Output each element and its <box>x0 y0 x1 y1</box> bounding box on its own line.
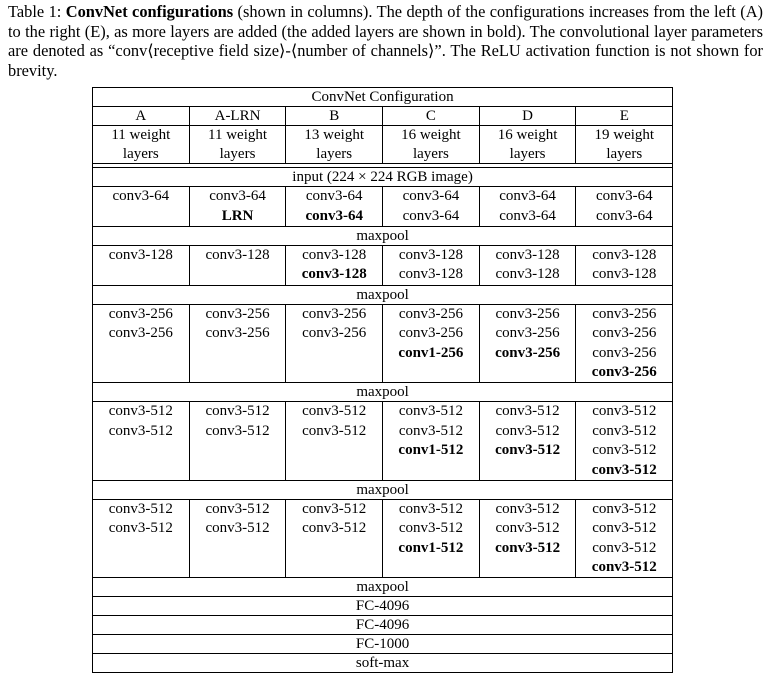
layer-entry: conv3-512 <box>592 442 657 459</box>
layer-entry: conv3-256 <box>108 305 173 322</box>
layer-entry: conv3-512 <box>302 403 367 420</box>
maxpool-layer: maxpool <box>93 383 673 402</box>
column-name: E <box>576 107 673 126</box>
depth-unit: layers <box>219 145 256 162</box>
depth-count: 11 weight <box>208 127 268 144</box>
layer-cell <box>189 304 286 383</box>
table-body <box>93 88 673 673</box>
layer-cell <box>383 187 480 227</box>
column-depth <box>189 126 286 164</box>
layer-cell <box>383 304 480 383</box>
tail-layer: soft-max <box>93 654 673 673</box>
layer-cell <box>576 304 673 383</box>
layer-entry: conv3-128 <box>108 247 173 263</box>
maxpool-row <box>93 285 673 304</box>
layer-entry: conv3-512 <box>205 422 270 439</box>
column-name-row <box>93 107 673 126</box>
layer-cell <box>286 402 383 481</box>
layer-entry: conv3-512 <box>495 403 560 420</box>
layer-entry: conv1-512 <box>398 539 464 556</box>
column-depth <box>479 126 576 164</box>
column-name: D <box>479 107 576 126</box>
layer-entry: conv3-512 <box>592 422 657 439</box>
layer-cell <box>286 304 383 383</box>
layer-entry: conv3-512 <box>108 403 173 420</box>
layer-entry: conv3-512 <box>398 500 463 517</box>
layer-entry: conv3-256 <box>495 344 561 361</box>
caption-text: (shown in columns). The depth of the configurations increases from the left (A) to the right (E), as more layers are added (the added layers are shown in bold). The convolutional layer parameters are denoted as “conv⟨receptive field size⟩-⟨number of channels⟩”. The ReLU activation function is not shown for brevity. <box>8 2 763 80</box>
maxpool-layer: maxpool <box>93 285 673 304</box>
column-depth-row <box>93 126 673 164</box>
layer-entry: conv3-64 <box>305 207 363 224</box>
layer-cell <box>93 402 190 481</box>
layer-cell <box>93 304 190 383</box>
layer-cell <box>93 246 190 286</box>
layer-entry: conv3-64 <box>499 207 556 224</box>
layer-entry: conv3-256 <box>592 325 657 342</box>
layer-cell <box>93 499 190 578</box>
layer-cell <box>189 246 286 286</box>
layer-cell <box>479 304 576 383</box>
layer-entry: conv3-256 <box>495 305 560 322</box>
layer-cell <box>576 246 673 286</box>
table-header: ConvNet Configuration <box>93 88 673 107</box>
header-row <box>93 88 673 107</box>
layer-entry: conv3-64 <box>402 207 460 224</box>
layer-entry: conv3-512 <box>205 403 270 420</box>
layer-cell <box>383 402 480 481</box>
layer-entry: conv3-64 <box>112 188 170 205</box>
depth-unit: layers <box>316 145 353 162</box>
conv-block-row <box>93 304 673 383</box>
layer-entry: conv3-128 <box>495 247 560 263</box>
layer-entry: conv3-512 <box>495 500 560 517</box>
table-caption <box>8 2 763 80</box>
maxpool-layer: maxpool <box>93 227 673 246</box>
maxpool-row <box>93 480 673 499</box>
layer-entry: conv3-256 <box>302 325 367 342</box>
depth-unit: layers <box>509 145 546 162</box>
depth-count: 11 weight <box>111 127 171 144</box>
layer-cell <box>189 402 286 481</box>
depth-unit: layers <box>412 145 449 162</box>
layer-entry: conv3-512 <box>398 422 463 439</box>
layer-entry: conv3-512 <box>398 520 463 537</box>
layer-cell <box>479 246 576 286</box>
layer-entry: conv3-64 <box>595 188 653 205</box>
caption-label: Table 1: <box>8 2 62 21</box>
layer-entry: conv3-128 <box>301 266 367 283</box>
maxpool-row <box>93 227 673 246</box>
tail-row <box>93 635 673 654</box>
layer-entry: conv3-64 <box>209 188 266 205</box>
tail-row <box>93 654 673 673</box>
layer-entry: conv3-512 <box>592 520 657 537</box>
tail-row <box>93 597 673 616</box>
layer-entry: conv3-256 <box>398 305 463 322</box>
conv-block-row <box>93 402 673 481</box>
maxpool-row <box>93 383 673 402</box>
column-depth <box>93 126 190 164</box>
layer-entry: conv3-256 <box>205 325 270 342</box>
layer-entry: conv3-64 <box>402 188 460 205</box>
layer-entry: conv1-512 <box>398 442 464 459</box>
input-layer: input (224 × 224 RGB image) <box>93 168 673 187</box>
layer-entry: conv3-128 <box>495 266 560 283</box>
conv-block-row <box>93 246 673 286</box>
layer-entry: conv3-128 <box>592 266 657 283</box>
layer-entry: conv3-256 <box>108 325 173 342</box>
layer-entry: conv3-64 <box>595 207 653 224</box>
layer-cell <box>479 499 576 578</box>
layer-entry: LRN <box>221 207 254 224</box>
layer-entry: conv3-512 <box>495 520 560 537</box>
layer-entry: conv3-512 <box>592 403 657 420</box>
layer-cell <box>479 402 576 481</box>
column-depth <box>576 126 673 164</box>
column-depth <box>286 126 383 164</box>
layer-entry: conv3-512 <box>495 539 561 556</box>
layer-entry: conv3-512 <box>205 520 270 537</box>
maxpool-layer: maxpool <box>93 578 673 597</box>
column-name: C <box>383 107 480 126</box>
layer-cell <box>383 499 480 578</box>
layer-entry: conv3-512 <box>592 500 657 517</box>
layer-entry: conv3-64 <box>305 188 363 205</box>
layer-entry: conv3-512 <box>495 422 560 439</box>
layer-entry: conv3-128 <box>302 247 367 263</box>
convnet-configuration-table <box>92 87 673 673</box>
depth-unit: layers <box>606 145 643 162</box>
layer-entry: conv3-256 <box>592 305 657 322</box>
caption-title: ConvNet configurations <box>65 2 234 21</box>
layer-cell <box>93 187 190 227</box>
layer-entry: conv3-512 <box>302 500 367 517</box>
layer-cell <box>286 499 383 578</box>
layer-entry: conv3-512 <box>592 539 657 556</box>
column-name: A-LRN <box>189 107 286 126</box>
layer-entry: conv3-256 <box>592 344 657 361</box>
depth-count: 16 weight <box>497 127 558 144</box>
layer-cell <box>479 187 576 227</box>
maxpool-row <box>93 578 673 597</box>
layer-entry: conv3-512 <box>108 422 173 439</box>
column-name: A <box>93 107 190 126</box>
layer-entry: conv3-512 <box>108 520 173 537</box>
maxpool-layer: maxpool <box>93 480 673 499</box>
layer-entry: conv3-256 <box>302 305 367 322</box>
conv-block-row <box>93 499 673 578</box>
layer-cell <box>576 499 673 578</box>
depth-unit: layers <box>122 145 159 162</box>
layer-entry: conv3-64 <box>499 188 556 205</box>
layer-entry: conv3-128 <box>398 266 463 283</box>
layer-cell <box>383 246 480 286</box>
layer-entry: conv3-128 <box>205 247 270 263</box>
tail-layer: FC-4096 <box>93 597 673 616</box>
column-depth <box>383 126 480 164</box>
layer-entry: conv3-256 <box>205 305 270 322</box>
input-row <box>93 168 673 187</box>
depth-count: 16 weight <box>401 127 461 144</box>
layer-cell <box>576 187 673 227</box>
layer-entry: conv3-512 <box>302 422 367 439</box>
layer-entry: conv3-512 <box>495 442 561 459</box>
layer-entry: conv3-512 <box>205 500 270 517</box>
depth-count: 19 weight <box>594 127 655 144</box>
tail-layer: FC-4096 <box>93 616 673 635</box>
layer-cell <box>189 187 286 227</box>
layer-entry: conv3-256 <box>591 363 657 380</box>
layer-entry: conv3-512 <box>591 461 657 478</box>
layer-cell <box>189 499 286 578</box>
layer-cell <box>286 187 383 227</box>
layer-cell <box>286 246 383 286</box>
conv-block-row <box>93 187 673 227</box>
layer-entry: conv3-256 <box>495 325 560 342</box>
layer-entry: conv3-128 <box>398 247 463 263</box>
layer-entry: conv3-512 <box>108 500 173 517</box>
depth-count: 13 weight <box>304 127 364 144</box>
layer-entry: conv3-512 <box>398 403 463 420</box>
layer-entry: conv3-256 <box>398 325 463 342</box>
tail-layer: FC-1000 <box>93 635 673 654</box>
layer-entry: conv3-512 <box>591 559 657 576</box>
layer-entry: conv3-128 <box>592 247 657 263</box>
layer-entry: conv1-256 <box>398 344 464 361</box>
layer-entry: conv3-512 <box>302 520 367 537</box>
column-name: B <box>286 107 383 126</box>
layer-cell <box>576 402 673 481</box>
tail-row <box>93 616 673 635</box>
